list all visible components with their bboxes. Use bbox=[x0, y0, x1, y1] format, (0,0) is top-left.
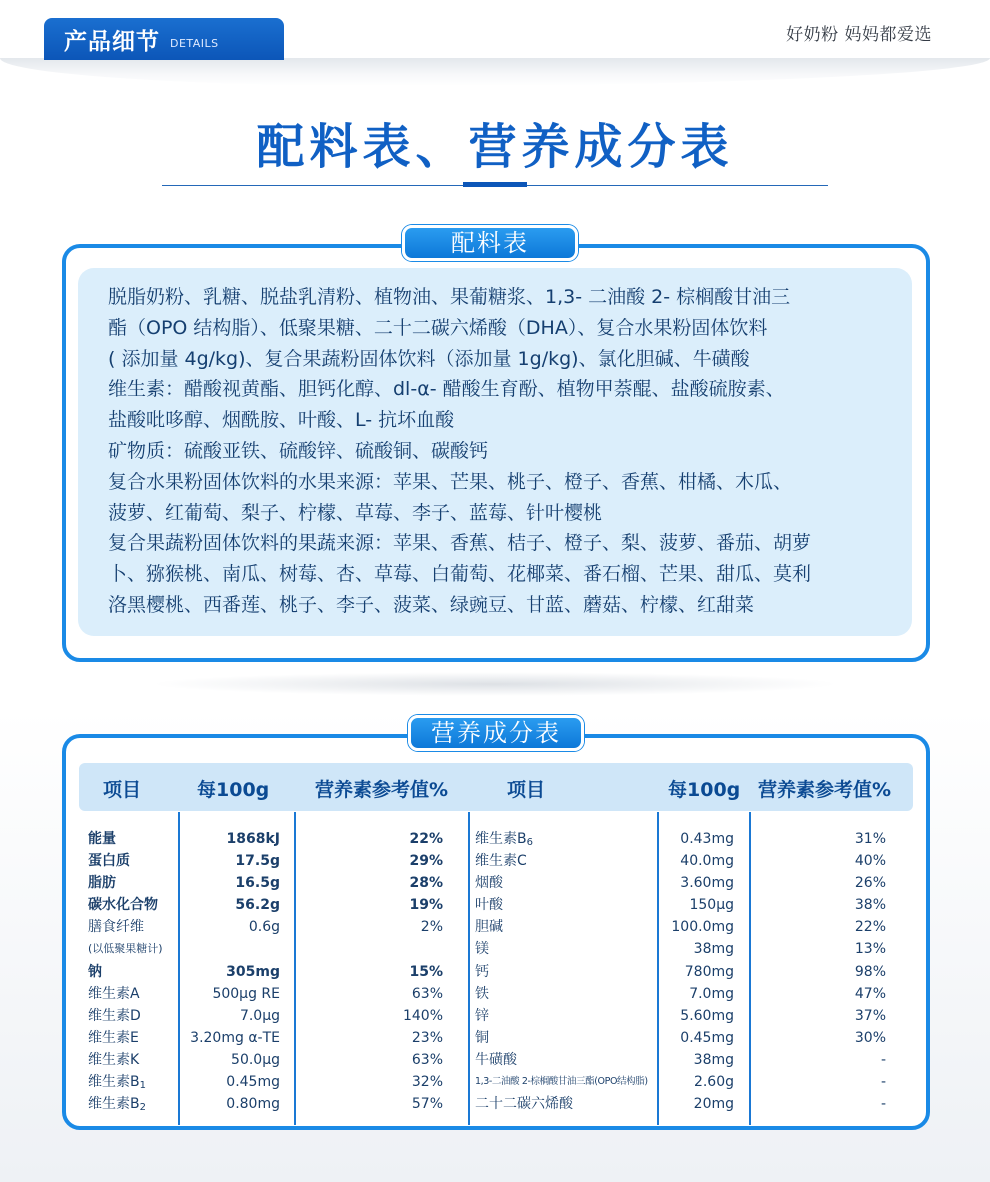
table-cell: 烟酸 bbox=[475, 875, 503, 892]
table-cell: 蛋白质 bbox=[88, 853, 130, 870]
table-cell: 98% bbox=[854, 963, 886, 980]
left-items-column bbox=[88, 829, 176, 1116]
table-cell: 二十二碳六烯酸 bbox=[475, 1096, 573, 1113]
header-tab-subtitle: DETAILS bbox=[170, 36, 219, 50]
table-cell: 63% bbox=[411, 985, 443, 1002]
table-cell: 13% bbox=[854, 941, 886, 958]
table-cell: 47% bbox=[854, 985, 886, 1002]
table-cell: 56.2g bbox=[235, 897, 280, 914]
table-cell: 28% bbox=[409, 875, 443, 892]
table-cell: 牛磺酸 bbox=[475, 1051, 517, 1068]
table-cell: 7.0μg bbox=[239, 1007, 280, 1024]
table-cell: 63% bbox=[411, 1051, 443, 1068]
table-cell: 0.6g bbox=[248, 919, 280, 936]
table-cell: 40% bbox=[854, 853, 886, 870]
right-values-column bbox=[662, 829, 734, 1116]
ingredients-text bbox=[108, 282, 898, 621]
table-cell: 3.20mg α-TE bbox=[190, 1029, 280, 1046]
table-cell: 40.0mg bbox=[680, 853, 734, 870]
table-cell: 维生素$B_2$ bbox=[88, 1096, 146, 1114]
table-divider bbox=[657, 812, 659, 1125]
title-underline-accent bbox=[463, 182, 527, 187]
table-cell: 16.5g bbox=[235, 875, 280, 892]
table-cell: 2.60g bbox=[693, 1074, 734, 1091]
table-cell: 7.0mg bbox=[689, 985, 734, 1002]
table-cell: 17.5g bbox=[235, 853, 280, 870]
header-nrv-right: 营养素参考值% bbox=[758, 779, 892, 801]
table-cell: 38mg bbox=[693, 941, 734, 958]
table-cell: 26% bbox=[854, 875, 886, 892]
table-cell: 5.60mg bbox=[680, 1007, 734, 1024]
table-cell: - bbox=[880, 1074, 886, 1091]
table-cell: 38% bbox=[854, 897, 886, 914]
table-cell: 铁 bbox=[475, 985, 489, 1002]
table-cell: 维生素K bbox=[88, 1051, 140, 1068]
header-item-left: 项目 bbox=[103, 779, 142, 801]
table-cell: 31% bbox=[854, 831, 886, 847]
table-cell: (以低聚果糖计) bbox=[88, 942, 163, 956]
header-per100-left: 每100g bbox=[197, 779, 270, 801]
table-cell: 0.45mg bbox=[680, 1029, 734, 1046]
ingredients-line: 脱脂奶粉、乳糖、脱盐乳清粉、植物油、果葡糖浆、1,3- 二油酸 2- 棕榈酸甘油三 bbox=[108, 286, 791, 308]
table-divider bbox=[294, 812, 296, 1125]
table-cell: 0.80mg bbox=[226, 1096, 280, 1113]
table-cell: 29% bbox=[409, 853, 443, 870]
table-cell: 锌 bbox=[475, 1007, 489, 1024]
table-cell: 维生素C bbox=[475, 853, 527, 870]
table-cell: 37% bbox=[854, 1007, 886, 1024]
table-cell: 1,3-二油酸 2-棕榈酸甘油三酯(OPO结构脂) bbox=[475, 1076, 648, 1088]
section-divider-shadow bbox=[150, 672, 840, 696]
table-cell: 钠 bbox=[88, 963, 102, 980]
main-title: 配料表、营养成分表 bbox=[256, 119, 734, 175]
table-cell: 780mg bbox=[684, 963, 734, 980]
table-cell: 维生素D bbox=[88, 1007, 141, 1024]
ingredients-line: 卜、猕猴桃、南瓜、树莓、杏、草莓、白葡萄、花椰菜、番石榴、芒果、甜瓜、莫利 bbox=[108, 563, 812, 586]
table-cell: 15% bbox=[409, 963, 443, 980]
ingredients-line: 矿物质：硫酸亚铁、硫酸锌、硫酸铜、碳酸钙 bbox=[108, 439, 489, 462]
ingredients-label: 配料表 bbox=[402, 225, 578, 261]
table-cell: 305mg bbox=[226, 963, 280, 980]
table-cell: 碳水化合物 bbox=[88, 897, 158, 914]
ingredients-line: 复合水果粉固体饮料的水果来源：苹果、芒果、桃子、橙子、香蕉、柑橘、木瓜、 bbox=[108, 470, 793, 493]
header-swoosh bbox=[0, 58, 990, 86]
table-cell: 150μg bbox=[689, 897, 734, 914]
ingredients-line: 酯（OPO 结构脂）、低聚果糖、二十二碳六烯酸（DHA）、复合水果粉固体饮料 bbox=[108, 316, 768, 339]
table-cell: 0.45mg bbox=[226, 1074, 280, 1091]
table-cell: 脂肪 bbox=[88, 875, 116, 892]
table-cell: 500μg RE bbox=[212, 985, 280, 1002]
header-item-right: 项目 bbox=[507, 779, 546, 801]
table-cell: 维生素E bbox=[88, 1029, 139, 1046]
table-cell: 膳食纤维 bbox=[88, 919, 144, 936]
table-cell: 30% bbox=[854, 1029, 886, 1046]
table-cell: 维生素$B_6$ bbox=[475, 831, 533, 848]
ingredients-line: 洛黑樱桃、西番莲、桃子、李子、菠菜、绿豌豆、甘蓝、蘑菇、柠檬、红甜菜 bbox=[108, 593, 755, 616]
table-cell: 19% bbox=[409, 897, 443, 914]
header-nrv-left: 营养素参考值% bbox=[315, 779, 449, 801]
table-cell: 镁 bbox=[475, 941, 489, 958]
header-tab-title: 产品细节 bbox=[64, 28, 160, 55]
right-nrv-column bbox=[756, 829, 886, 1116]
ingredients-line: 维生素：醋酸视黄酯、胆钙化醇、dl-α- 醋酸生育酚、植物甲萘醌、盐酸硫胺素、 bbox=[108, 378, 785, 401]
table-cell: 维生素$B_1$ bbox=[88, 1074, 146, 1092]
table-cell: 140% bbox=[402, 1007, 443, 1024]
table-cell bbox=[182, 939, 280, 961]
table-cell: 钙 bbox=[475, 963, 489, 980]
table-cell: 3.60mg bbox=[680, 875, 734, 892]
table-cell: 57% bbox=[411, 1096, 443, 1113]
right-items-column bbox=[475, 829, 657, 1116]
ingredients-line: 菠萝、红葡萄、梨子、柠檬、草莓、李子、蓝莓、针叶樱桃 bbox=[108, 501, 603, 524]
nutrition-label: 营养成分表 bbox=[408, 715, 584, 751]
table-cell: 2% bbox=[420, 919, 443, 936]
left-nrv-column bbox=[300, 829, 443, 1116]
table-cell: 维生素A bbox=[88, 985, 140, 1002]
table-cell: 100.0mg bbox=[671, 919, 734, 936]
header-tab bbox=[44, 18, 284, 60]
table-cell: - bbox=[880, 1096, 886, 1113]
table-cell: 叶酸 bbox=[475, 897, 503, 914]
table-cell: 胆碱 bbox=[475, 919, 503, 936]
ingredients-line: ( 添加量 4g/kg)、复合果蔬粉固体饮料（添加量 1g/kg)、氯化胆碱、牛磺酸 bbox=[108, 347, 750, 370]
table-cell: 20mg bbox=[693, 1096, 734, 1113]
table-cell bbox=[300, 939, 443, 961]
table-cell: 50.0μg bbox=[231, 1051, 280, 1068]
ingredients-line: 盐酸吡哆醇、烟酰胺、叶酸、L- 抗坏血酸 bbox=[108, 409, 455, 432]
table-cell: 铜 bbox=[475, 1029, 489, 1046]
header-slogan: 好奶粉 妈妈都爱选 bbox=[786, 25, 932, 45]
table-divider bbox=[749, 812, 751, 1125]
table-cell: - bbox=[880, 1051, 886, 1068]
table-cell: 1868kJ bbox=[226, 831, 280, 847]
table-divider bbox=[468, 812, 470, 1125]
table-cell: 22% bbox=[854, 919, 886, 936]
table-cell: 0.43mg bbox=[680, 831, 734, 847]
table-divider bbox=[178, 812, 180, 1125]
table-cell: 22% bbox=[409, 831, 443, 847]
left-values-column bbox=[182, 829, 280, 1116]
table-cell: 38mg bbox=[693, 1051, 734, 1068]
table-cell: 能量 bbox=[88, 831, 116, 847]
table-cell: 23% bbox=[411, 1029, 443, 1046]
ingredients-line: 复合果蔬粉固体饮料的果蔬来源：苹果、香蕉、桔子、橙子、梨、菠萝、番茄、胡萝 bbox=[108, 532, 812, 555]
header-per100-right: 每100g bbox=[668, 779, 741, 801]
nutrition-table-header bbox=[79, 763, 913, 811]
table-cell: 32% bbox=[411, 1074, 443, 1091]
